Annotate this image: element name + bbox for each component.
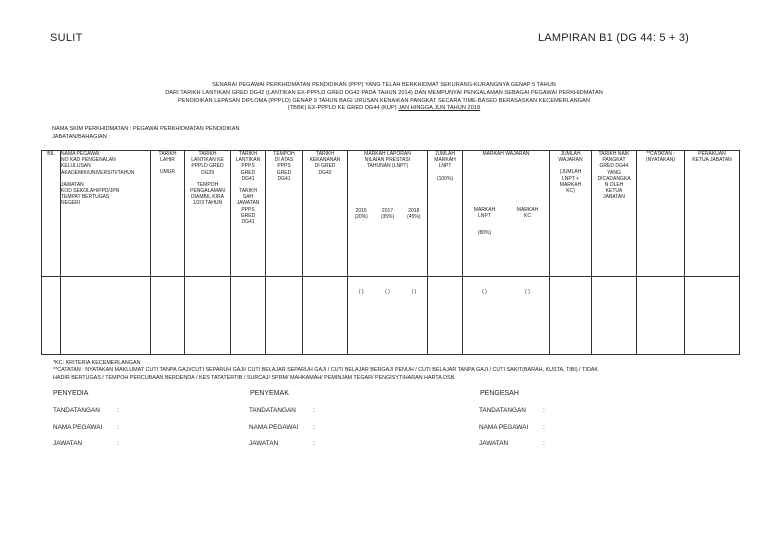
- col-lantikan-ppps: [231, 151, 266, 277]
- hdr-text: TARIKH: [239, 188, 257, 195]
- cell-wajaran[interactable]: [463, 277, 550, 355]
- penyedia-nama-label: NAMA PEGAWAI: [53, 424, 103, 431]
- colon: :: [543, 407, 545, 414]
- wajaran-lnpt: [474, 207, 495, 236]
- col-kekananan: [303, 151, 348, 277]
- col-tempoh: [266, 151, 303, 277]
- penyemak-jawatan-label: JAWATAN: [249, 440, 279, 447]
- hdr-text: GRED DG44: [599, 163, 629, 170]
- table-header-row: [42, 151, 740, 277]
- hdr-text: TARIKH: [239, 151, 257, 157]
- colon: :: [117, 407, 119, 414]
- scheme-name: NAMA SKIM PERKHIDMATAN : PEGAWAI PERKHIDMATAN PENDIDIKAN: [52, 126, 240, 132]
- hdr-text: DG41: [241, 175, 255, 182]
- hdr-text: GRED: [276, 169, 292, 176]
- penyemak-heading: PENYEMAK: [250, 390, 289, 397]
- confidential-label: SULIT: [50, 32, 83, 44]
- hdr-text: (80%): [477, 229, 492, 236]
- year-text: 2017: [381, 207, 394, 214]
- hdr-text: N OLEH: [604, 182, 624, 189]
- catatan-note: HADIR BERTUGAS / TEMPOH PERCUBAAN BERDENDA / KES TATATERTIB / SURCAJ/ SPRM/ MAHKAMAH/ PEMINJAM TEGAR/ PENGISYTIHARAN HARTA DSB.: [53, 374, 456, 381]
- lnpt-2018: [407, 208, 420, 220]
- hdr-text: DG29: [200, 169, 215, 176]
- cell-lnpt[interactable]: [348, 277, 428, 355]
- cell-nama[interactable]: [61, 277, 151, 355]
- hdr-text: DICADANGKA: [597, 175, 631, 182]
- year-text: 2016: [355, 207, 367, 214]
- col-bil-label: BIL: [47, 151, 55, 157]
- hdr-text: MARKAH: [434, 157, 456, 164]
- catatan-note: **CATATAN : NYATAKAN MAKLUMAT CUTI TANPA GAJI/CUTI SEPARUH GAJI/ CUTI BELAJAR SEPARUH GAJI / CUTI BELAJAR BERGAJI PENUH / CUTI BELAJAR TANPA GAJI / CUTI SAKIT(BARAH, KUSTA, TIBI) / TIDAK: [53, 367, 598, 374]
- cell-bil[interactable]: [42, 277, 61, 355]
- hdr-text: JAWATAN: [61, 181, 84, 188]
- wajaran-kc: [517, 207, 538, 236]
- hdr-text: AKADEMIK/UNIVERSITI/TAHUN: [61, 169, 135, 176]
- hdr-text: PERAKUAN: [698, 151, 726, 157]
- col-wajaran: [463, 151, 550, 277]
- hdr-text: PPPLD GRED: [191, 163, 224, 170]
- hdr-text: MARKAH: [516, 207, 539, 214]
- paren-placeholder: ( ): [525, 289, 530, 295]
- hdr-text: LANTIKAN KE: [191, 157, 224, 164]
- paren-placeholder: ( ): [411, 289, 417, 295]
- kc-note: *KC: KRITERIA KECEMERLANGAN: [53, 360, 141, 366]
- colon: :: [313, 440, 315, 447]
- hdr-text: LAHIR: [160, 157, 175, 164]
- col-perakuan: [685, 151, 740, 277]
- hdr-text: MARKAH: [473, 207, 496, 214]
- colon: :: [117, 440, 119, 447]
- col-bil: [42, 151, 61, 277]
- title-period: JAN HINGGA JUN TAHUN 2018: [398, 105, 481, 112]
- colon: :: [117, 424, 119, 431]
- hdr-text: JABATAN: [603, 194, 625, 201]
- col-nama: [61, 151, 151, 277]
- penyemak-tandatangan-label: TANDATANGAN: [249, 407, 296, 414]
- cell-jumlah-lnpt[interactable]: [428, 277, 463, 355]
- col-catatan: [637, 151, 685, 277]
- colon: :: [313, 407, 315, 414]
- hdr-text: MARKAH LAPORAN: [364, 151, 411, 157]
- hdr-text: TARIKH: [198, 151, 217, 157]
- appendix-label: LAMPIRAN B1 (DG 44: 5 + 3): [538, 32, 690, 44]
- hdr-text: DI ATAS: [274, 157, 294, 164]
- penyemak-nama-label: NAMA PEGAWAI: [249, 424, 299, 431]
- hdr-text: KEKANANAN: [309, 157, 341, 164]
- cell-tempoh[interactable]: [266, 277, 303, 355]
- cell-jumlah-wajaran[interactable]: [550, 277, 592, 355]
- hdr-text: KETUA JABATAN: [692, 157, 732, 164]
- hdr-text: (JUMLAH: [559, 169, 582, 176]
- penyedia-tandatangan-label: TANDATANGAN: [53, 407, 100, 414]
- scheme-info: [52, 126, 240, 141]
- paren-placeholder: ( ): [385, 289, 390, 295]
- hdr-text: PENGALAMAN: [190, 188, 225, 195]
- pengesah-nama-label: NAMA PEGAWAI: [479, 424, 529, 431]
- title-line-a: (TBBK) EX-PPPLD KE GRED DG44 (KUP): [287, 105, 397, 112]
- col-jumlah-lnpt: [428, 151, 463, 277]
- hdr-text: LNPT: [438, 163, 452, 170]
- pengesah-jawatan-label: JAWATAN: [479, 440, 509, 447]
- hdr-text: UMUR: [160, 169, 175, 176]
- hdr-text: DG41: [241, 219, 255, 226]
- hdr-text: GRED: [240, 169, 256, 176]
- hdr-text: SAH: [242, 194, 254, 201]
- footnotes: [53, 360, 598, 382]
- cell-lantikan-ppps[interactable]: [231, 277, 266, 355]
- hdr-text: JAWATAN: [236, 200, 260, 207]
- hdr-text: TARIKH: [158, 151, 177, 157]
- colon: :: [543, 424, 545, 431]
- title-line: DARI TARIKH LANTIKAN GRED DG42 (LANTIKAN EX-PPPLD GRED DG42 PADA TAHUN 2014) DAN MEMPUNYAI PENGALAMAN SEBAGAI PEGAWAI PERKHIDMATAN: [165, 89, 603, 96]
- hdr-text: (NYATAKAN): [645, 157, 676, 164]
- hdr-text: NILAIAN PRESTASI: [364, 157, 411, 164]
- hdr-text: DG42: [318, 169, 332, 176]
- hdr-text: PPPS: [241, 163, 255, 170]
- paren-placeholder: ( ): [358, 289, 364, 295]
- cell-perakuan[interactable]: [685, 277, 740, 355]
- cell-catatan[interactable]: [637, 277, 685, 355]
- lnpt-2016: [354, 208, 367, 220]
- col-lnpt: [348, 151, 428, 277]
- table-row: [42, 277, 740, 355]
- weight-text: (20%): [354, 213, 368, 220]
- penyedia-jawatan-label: JAWATAN: [53, 440, 83, 447]
- hdr-text: LNPT +: [562, 175, 579, 182]
- hdr-text: KC): [566, 188, 575, 195]
- document-title: [100, 82, 668, 113]
- pengesah-tandatangan-label: TANDATANGAN: [479, 407, 526, 414]
- hdr-text: KOD SEKOLAH/PPD/JPN: [61, 188, 120, 195]
- hdr-text: NO KAD PENGENALAN: [61, 157, 116, 164]
- colon: :: [543, 440, 545, 447]
- pengesah-heading: PENGESAH: [480, 390, 519, 397]
- hdr-text: TARIKH NAIK: [598, 151, 630, 157]
- hdr-text: LANTIKAN: [235, 157, 261, 164]
- hdr-text: MARKAH: [559, 181, 582, 188]
- cell-kekananan[interactable]: [303, 277, 348, 355]
- paren-placeholder: ( ): [482, 289, 487, 295]
- year-text: 2018: [408, 207, 420, 214]
- hdr-text: KETUA: [605, 188, 623, 195]
- cell-naik-pangkat[interactable]: [592, 277, 637, 355]
- hdr-text: KELULUSAN: [61, 163, 91, 170]
- title-line: [100, 105, 668, 113]
- col-lahir: [151, 151, 185, 277]
- hdr-text: JUMLAH: [434, 151, 455, 157]
- hdr-text: GRED: [240, 212, 256, 219]
- hdr-text: NAMA PEGAWAI: [61, 151, 100, 157]
- title-line: SENARAI PEGAWAI PERKHIDMATAN PENDIDIKAN (PPP) YANG TELAH BERKHIDMAT SEKURANG-KURANGNYA GENAP 5 TAHUN: [212, 82, 556, 88]
- col-jumlah-wajaran: [550, 151, 592, 277]
- col-lantikan: [185, 151, 231, 277]
- hdr-text: DG41: [277, 175, 291, 182]
- hdr-text: PPPS: [241, 206, 255, 213]
- hdr-text: TAHUNAN (LNPT): [366, 163, 409, 170]
- lnpt-2017: [381, 208, 394, 220]
- hdr-text: YANG: [607, 169, 621, 176]
- hdr-text: PANGKAT: [602, 157, 626, 164]
- hdr-text: TARIKH: [316, 151, 334, 157]
- col-naik-pangkat: [592, 151, 637, 277]
- hdr-text: DI GRED: [314, 163, 336, 170]
- hdr-text: (100%): [436, 175, 454, 182]
- hdr-text: 1/2/3 TAHUN: [192, 200, 223, 207]
- weight-text: (35%): [380, 213, 395, 220]
- hdr-text: **CATATAN :: [646, 151, 675, 157]
- hdr-text: NEGERI: [61, 200, 81, 207]
- hdr-text: KC: [524, 213, 531, 220]
- hdr-text: JUMLAH: [560, 151, 581, 157]
- hdr-text: TEMPOH: [196, 181, 219, 188]
- cell-lahir[interactable]: [151, 277, 185, 355]
- department-label: JABATAN/BAHAGIAN :: [52, 133, 110, 140]
- cell-lantikan[interactable]: [185, 277, 231, 355]
- title-line: PENDIDIKAN LEPASAN DIPLOMA (PPPLD) GENAP 9 TAHUN BAGI URUSAN KENAIKAN PANGKAT SECARA TIME-BASED BERASASKAN KECEMERLANGAN: [177, 97, 591, 104]
- weight-text: (45%): [407, 213, 421, 220]
- hdr-text: DIAMBIL KIRA: [191, 194, 224, 201]
- hdr-text: LNPT: [478, 213, 491, 220]
- hdr-text: PPPS: [277, 163, 291, 170]
- hdr-text: TEMPOH: [273, 151, 295, 157]
- candidate-table: [41, 150, 740, 355]
- penyedia-heading: PENYEDIA: [53, 390, 89, 397]
- colon: :: [313, 424, 315, 431]
- hdr-text: TEMPAT BERTUGAS: [61, 194, 110, 201]
- hdr-text: MARKAH WAJARAN: [482, 151, 530, 157]
- hdr-text: WAJARAN: [558, 157, 583, 164]
